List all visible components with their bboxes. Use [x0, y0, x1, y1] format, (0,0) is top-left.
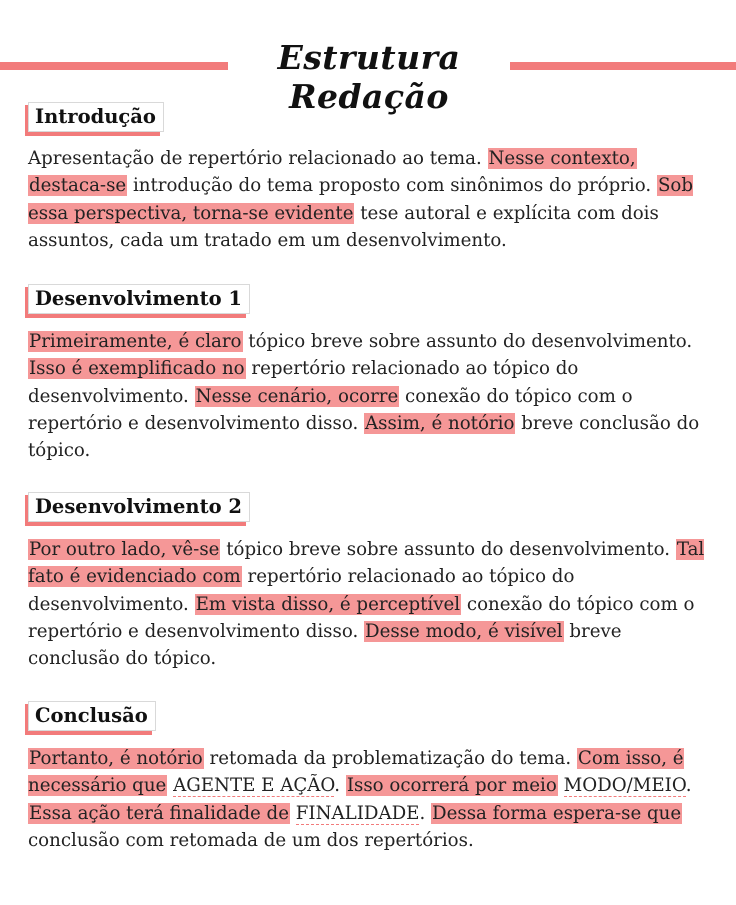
highlighted-connective: Isso é exemplificado no — [29, 358, 245, 380]
section-paragraph — [28, 145, 718, 254]
body-text: Apresentação de repertório relacionado ao tema. — [28, 148, 488, 169]
body-text: conclusão com retomada de um dos repertórios. — [28, 829, 474, 851]
highlighted-connective: Isso ocorrerá por meio — [346, 775, 557, 797]
section-paragraph — [28, 536, 718, 672]
body-text: retomada da problematização do tema. — [203, 748, 577, 769]
page-title: Estrutura Redação — [277, 38, 461, 116]
section-heading: Introdução — [28, 102, 164, 132]
highlighted-connective: Tal fato é evidenciado com — [28, 539, 705, 588]
body-text — [558, 775, 564, 796]
highlighted-connective: Nesse contexto, — [488, 148, 636, 169]
section-heading-box — [28, 284, 250, 314]
placeholder-term: FINALIDADE — [295, 802, 420, 824]
body-text: tese autoral e explícita com dois assuntos, cada um tratado em um desenvolvimento. — [28, 202, 659, 251]
section-desenvolvimento-2 — [28, 492, 718, 672]
section-paragraph — [28, 328, 718, 464]
section-conclusao — [28, 701, 718, 854]
highlighted-connective: Portanto, é notório — [29, 748, 203, 769]
placeholder-term: AGENTE E AÇÃO — [173, 775, 335, 797]
body-text: breve conclusão do tópico. — [28, 412, 700, 462]
section-introducao — [28, 102, 718, 254]
body-text — [290, 803, 296, 824]
body-text: breve conclusão do tópico. — [28, 620, 622, 670]
section-heading-box — [28, 492, 250, 522]
highlighted-connective: Essa ação terá finalidade de — [29, 802, 289, 824]
body-text: tópico breve sobre assunto do desenvolvimento. — [242, 331, 693, 352]
highlighted-connective: Dessa forma espera-se que — [432, 802, 682, 824]
highlighted-connective: Em vista disso, é perceptível — [195, 593, 461, 615]
section-heading: Desenvolvimento 2 — [28, 492, 250, 522]
highlighted-connective: Nesse cenário, ocorre — [195, 385, 399, 407]
title-row — [0, 38, 736, 116]
body-text: . — [685, 775, 692, 797]
section-paragraph — [28, 745, 718, 854]
section-heading-box — [28, 102, 164, 132]
highlighted-connective: Com isso, é necessário que — [28, 748, 684, 797]
section-heading: Conclusão — [28, 701, 156, 731]
body-text: repertório relacionado ao tópico do desenvolvimento. — [28, 358, 579, 407]
body-text: repertório relacionado ao tópico do desenvolvimento. — [28, 566, 575, 615]
body-text: conexão do tópico com o repertório e desenvolvimento disso. — [28, 593, 695, 642]
highlighted-connective: Primeiramente, é claro — [29, 331, 242, 352]
body-text: introdução do tema proposto com sinônimos do próprio. — [127, 175, 657, 197]
highlighted-connective: destaca-se — [29, 175, 127, 197]
placeholder-term: MODO/MEIO — [563, 775, 686, 797]
title-rule-right — [510, 62, 736, 70]
highlighted-connective: Desse modo, é visível — [365, 620, 563, 642]
highlighted-connective: Por outro lado, vê-se — [29, 539, 220, 560]
body-text: tópico breve sobre assunto do desenvolvimento. — [220, 539, 676, 560]
title-rule-left — [0, 62, 228, 70]
highlighted-connective: Assim, é notório — [365, 412, 515, 434]
body-text: . — [334, 775, 346, 797]
section-heading: Desenvolvimento 1 — [28, 284, 250, 314]
highlighted-connective: Sob essa perspectiva, torna-se evidente — [28, 175, 694, 224]
body-text: . — [419, 802, 432, 824]
section-heading-box — [28, 701, 156, 731]
body-text: conexão do tópico com o repertório e desenvolvimento disso. — [28, 385, 633, 434]
section-desenvolvimento-1 — [28, 284, 718, 464]
